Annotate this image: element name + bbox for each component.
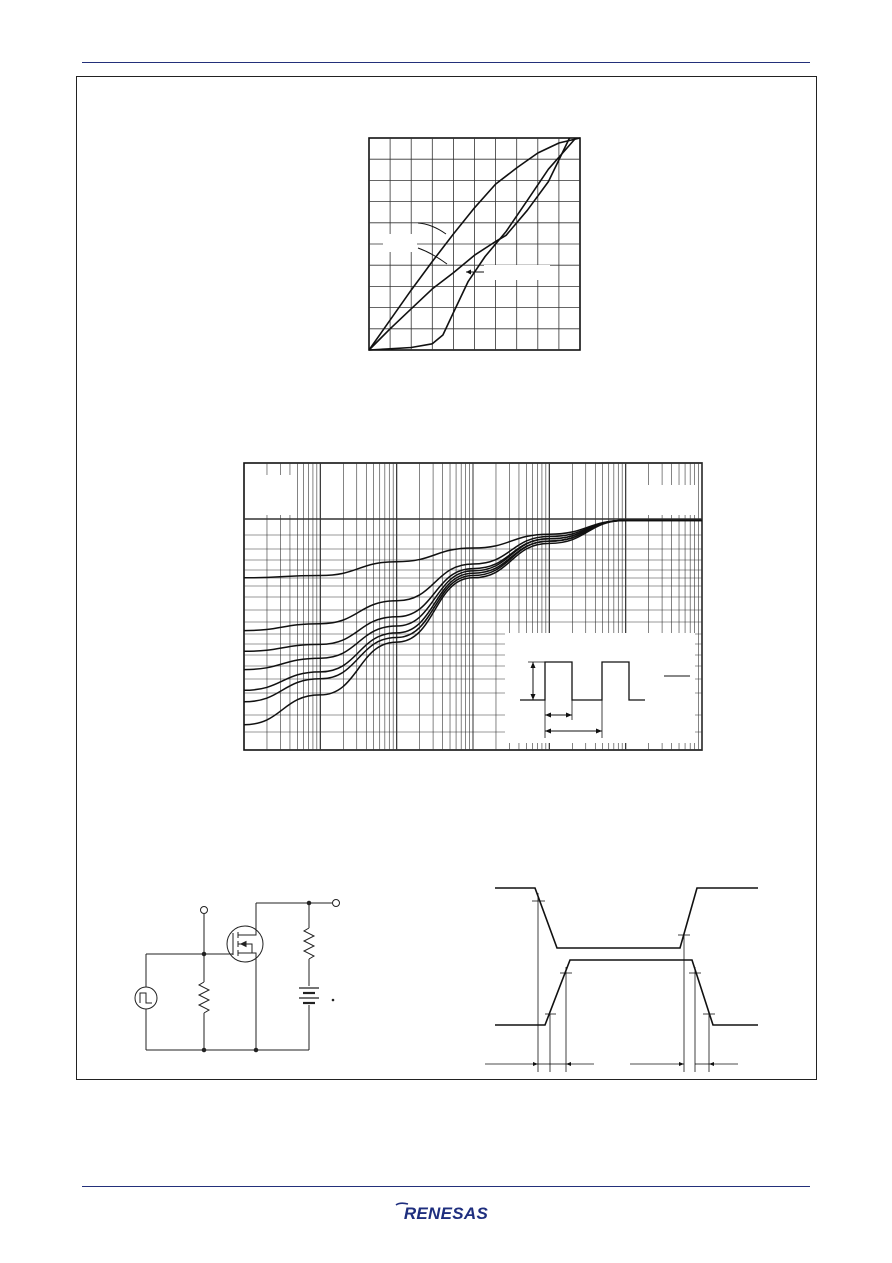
output-terminal xyxy=(201,907,208,914)
chart1-label-blank-left xyxy=(383,234,417,252)
node-ground-1 xyxy=(202,1048,206,1052)
logo-text: RENESAS xyxy=(403,1204,489,1223)
input-waveform xyxy=(495,888,758,948)
bottom-rule xyxy=(82,1186,810,1187)
output-waveform xyxy=(495,960,758,1025)
pulse-generator-wave xyxy=(140,993,152,1003)
transfer-characteristics-chart xyxy=(369,138,580,350)
chart2-label-blank xyxy=(640,485,698,515)
renesas-logo xyxy=(390,1200,502,1224)
supply-terminal xyxy=(333,900,340,907)
gate-resistor xyxy=(199,982,209,1013)
switching-test-circuit xyxy=(135,900,340,1052)
load-resistor xyxy=(304,928,314,959)
chart2-label-blank-left xyxy=(250,475,292,515)
chart1-label-blank-right xyxy=(484,265,550,280)
mosfet-arrow xyxy=(241,942,246,947)
switching-waveforms xyxy=(485,888,758,1072)
dot-mark xyxy=(332,999,334,1001)
transient-thermal-impedance-chart xyxy=(244,463,702,750)
node-ground-2 xyxy=(254,1048,258,1052)
